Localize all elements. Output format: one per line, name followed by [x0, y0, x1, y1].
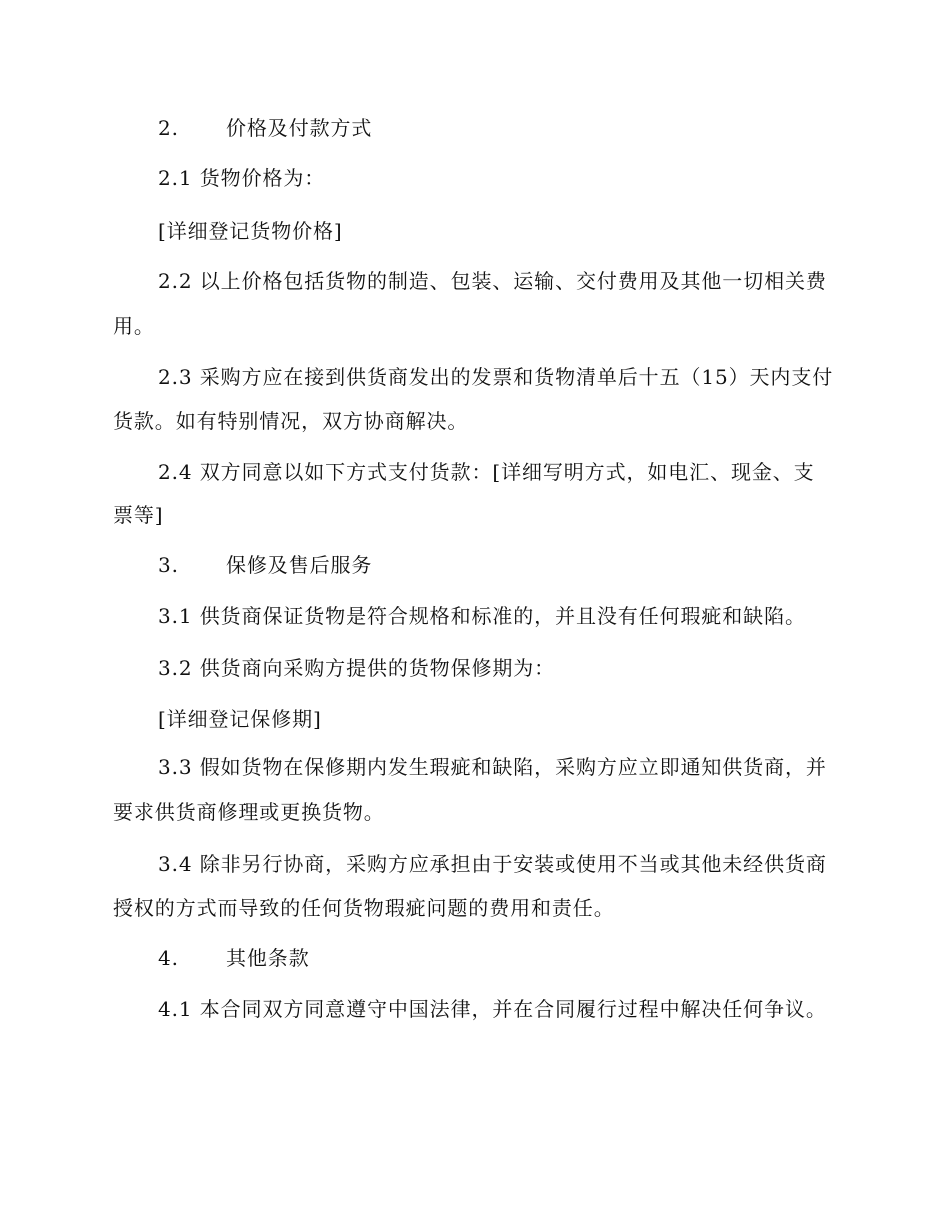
placeholder-price: [详细登记货物价格]: [158, 219, 343, 243]
clause-2-1: 2.1 货物价格为：: [158, 166, 326, 190]
section-heading-2: [158, 116, 372, 140]
clause-2-2-line-1: 2.2 以上价格包括货物的制造、包装、运输、交付费用及其他一切相关费: [158, 269, 827, 293]
clause-3-1: 3.1 供货商保证货物是符合规格和标准的，并且没有任何瑕疵和缺陷。: [158, 604, 806, 628]
clause-3-4-line-2: 授权的方式而导致的任何货物瑕疵问题的费用和责任。: [113, 896, 615, 920]
clause-2-4-line-2: 票等]: [113, 503, 164, 527]
heading-text: 价格及付款方式: [226, 116, 373, 140]
clause-2-4-line-1: 2.4 双方同意以如下方式支付货款：[详细写明方式，如电汇、现金、支: [158, 460, 815, 484]
section-heading-3: [158, 553, 372, 577]
heading-number: 2.: [158, 116, 179, 140]
clause-3-3-line-1: 3.3 假如货物在保修期内发生瑕疵和缺陷，采购方应立即通知供货商，并: [158, 755, 827, 779]
clause-2-3-line-1: 2.3 采购方应在接到供货商发出的发票和货物清单后十五（15）天内支付: [158, 365, 834, 389]
heading-text: 其他条款: [226, 946, 310, 970]
clause-3-4-line-1: 3.4 除非另行协商，采购方应承担由于安装或使用不当或其他未经供货商: [158, 852, 827, 876]
heading-number: 3.: [158, 553, 179, 577]
clause-3-2: 3.2 供货商向采购方提供的货物保修期为：: [158, 656, 556, 680]
clause-2-3-line-2: 货款。如有特别情况，双方协商解决。: [113, 409, 469, 433]
heading-text: 保修及售后服务: [226, 553, 373, 577]
heading-number: 4.: [158, 946, 179, 970]
clause-2-2-line-2: 用。: [113, 314, 155, 338]
placeholder-warranty: [详细登记保修期]: [158, 707, 322, 731]
clause-3-3-line-2: 要求供货商修理或更换货物。: [113, 800, 385, 824]
section-heading-4: [158, 946, 310, 970]
clause-4-1: 4.1 本合同双方同意遵守中国法律，并在合同履行过程中解决任何争议。: [158, 997, 827, 1021]
